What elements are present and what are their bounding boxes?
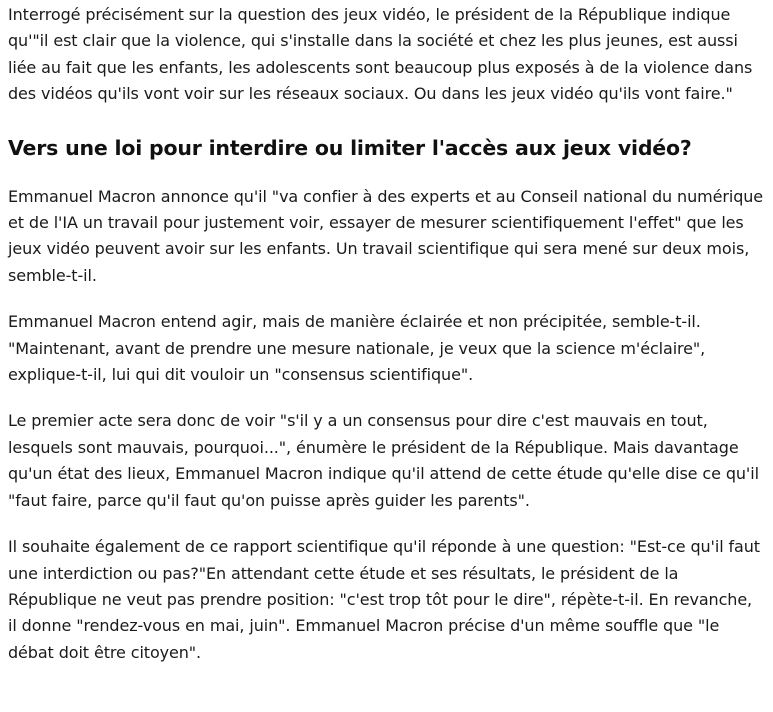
article-paragraph-2: Emmanuel Macron entend agir, mais de manière éclairée et non précipitée, semble-t-il. "Maintenant, avant de prendre une mesure nationale, je veux que la science m'éclaire", explique-t-il, lui qui dit vouloir un "consensus scientifique". — [8, 312, 706, 385]
section-heading: Vers une loi pour interdire ou limiter l'accès aux jeux vidéo? — [8, 135, 692, 160]
article-paragraph-3: Le premier acte sera donc de voir "s'il y a un consensus pour dire c'est mauvais en tout, lesquels sont mauvais, pourquoi...", énumère le président de la République. Mais davantage qu'un état des lieux, Emmanuel Macron indique qu'il attend de cette étude qu'elle dise ce qu'il "faut faire, parce qu'il faut qu'on puisse après guider les parents". — [8, 411, 759, 510]
article-intro-paragraph: Interrogé précisément sur la question des jeux vidéo, le président de la République indique qu'"il est clair que la violence, qui s'installe dans la société et chez les plus jeunes, est aussi liée au fait que les enfants, les adolescents sont beaucoup plus exposés à de la violence dans des vidéos qu'ils vont voir sur les réseaux sociaux. Ou dans les jeux vidéo qu'ils vont faire." — [8, 5, 753, 104]
article-paragraph-1: Emmanuel Macron annonce qu'il "va confier à des experts et au Conseil national du numérique et de l'IA un travail pour justement voir, essayer de mesurer scientifiquement l'effet" que les jeux vidéo peuvent avoir sur les enfants. Un travail scientifique qui sera mené sur deux mois, semble-t-il. — [8, 186, 764, 285]
article-paragraph-4: Il souhaite également de ce rapport scientifique qu'il réponde à une question: "Est-ce qu'il faut une interdiction ou pas?"En attendant cette étude et ses résultats, le président de la République ne veut pas prendre position: "c'est trop tôt pour le dire", répète-t-il. En revanche, il donne "rendez-vous en mai, juin". Emmanuel Macron précise d'un même souffle que "le débat doit être citoyen". — [8, 537, 760, 662]
